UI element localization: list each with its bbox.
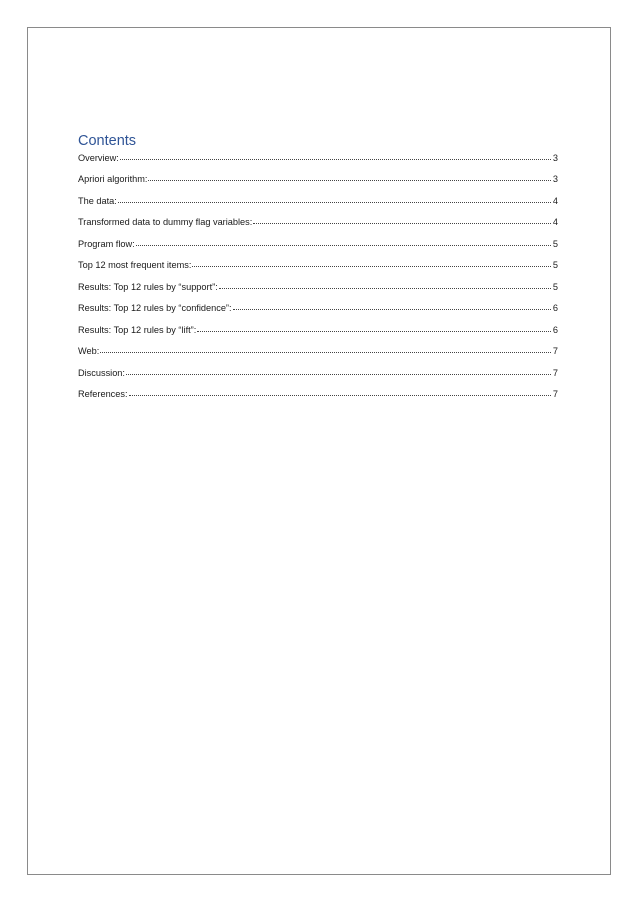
toc-entry-title: Results: Top 12 rules by “confidence”: [78,303,232,313]
toc-entry-apriori-algorithm[interactable] [78,174,558,196]
toc-entry-title: Discussion: [78,367,125,378]
toc-dot-leader [219,287,551,289]
toc-dot-leader [197,330,551,332]
toc-entry-results-confidence[interactable] [78,303,558,325]
toc-dot-leader [192,265,551,267]
toc-dot-leader [118,201,551,203]
toc-dot-leader [126,373,551,375]
toc-dot-leader [136,244,551,246]
toc-entry-title: Apriori algorithm: [78,174,148,184]
toc-entry-results-lift[interactable] [78,325,558,347]
toc-entry-title: Results: Top 12 rules by “support”: [78,281,218,292]
toc-dot-leader [253,222,551,224]
toc-page-number: 4 [552,217,558,227]
toc-page-number: 7 [552,389,558,399]
toc-entry-discussion[interactable] [78,368,558,390]
toc-entry-title: The data: [78,195,117,206]
toc-page-number: 5 [552,281,558,292]
toc-entry-references[interactable] [78,389,558,411]
toc-dot-leader [129,394,551,396]
toc-page-number: 5 [552,260,558,270]
document-page [27,27,611,875]
toc-entry-title: Overview: [78,153,119,163]
toc-entry-program-flow[interactable] [78,239,558,261]
toc-page-number: 6 [552,303,558,313]
toc-entry-title: Program flow: [78,238,135,249]
toc-dot-leader [148,179,550,181]
toc-dot-leader [120,158,551,160]
toc-entry-results-support[interactable] [78,282,558,304]
toc-page-number: 7 [552,367,558,378]
toc-page-number: 4 [552,195,558,206]
toc-dot-leader [233,308,551,310]
toc-entry-title: Transformed data to dummy flag variables: [78,217,253,227]
toc-list [78,153,558,411]
toc-entry-the-data[interactable] [78,196,558,218]
toc-entry-top-12-frequent-items[interactable] [78,260,558,282]
toc-entry-title: Results: Top 12 rules by “lift”: [78,324,197,335]
toc-entry-web[interactable] [78,346,558,368]
toc-page-number: 3 [552,174,558,184]
toc-entry-title: Web: [78,346,100,356]
toc-page-number: 5 [552,238,558,249]
toc-entry-title: References: [78,389,128,399]
toc-page-number: 6 [552,324,558,335]
toc-page-number: 7 [552,346,558,356]
toc-heading: Contents [78,133,137,149]
toc-page-number: 3 [552,153,558,163]
toc-entry-overview[interactable] [78,153,558,174]
toc-entry-transformed-data[interactable] [78,217,558,239]
toc-entry-title: Top 12 most frequent items: [78,260,192,270]
table-of-contents [78,132,558,411]
toc-dot-leader [100,351,551,353]
